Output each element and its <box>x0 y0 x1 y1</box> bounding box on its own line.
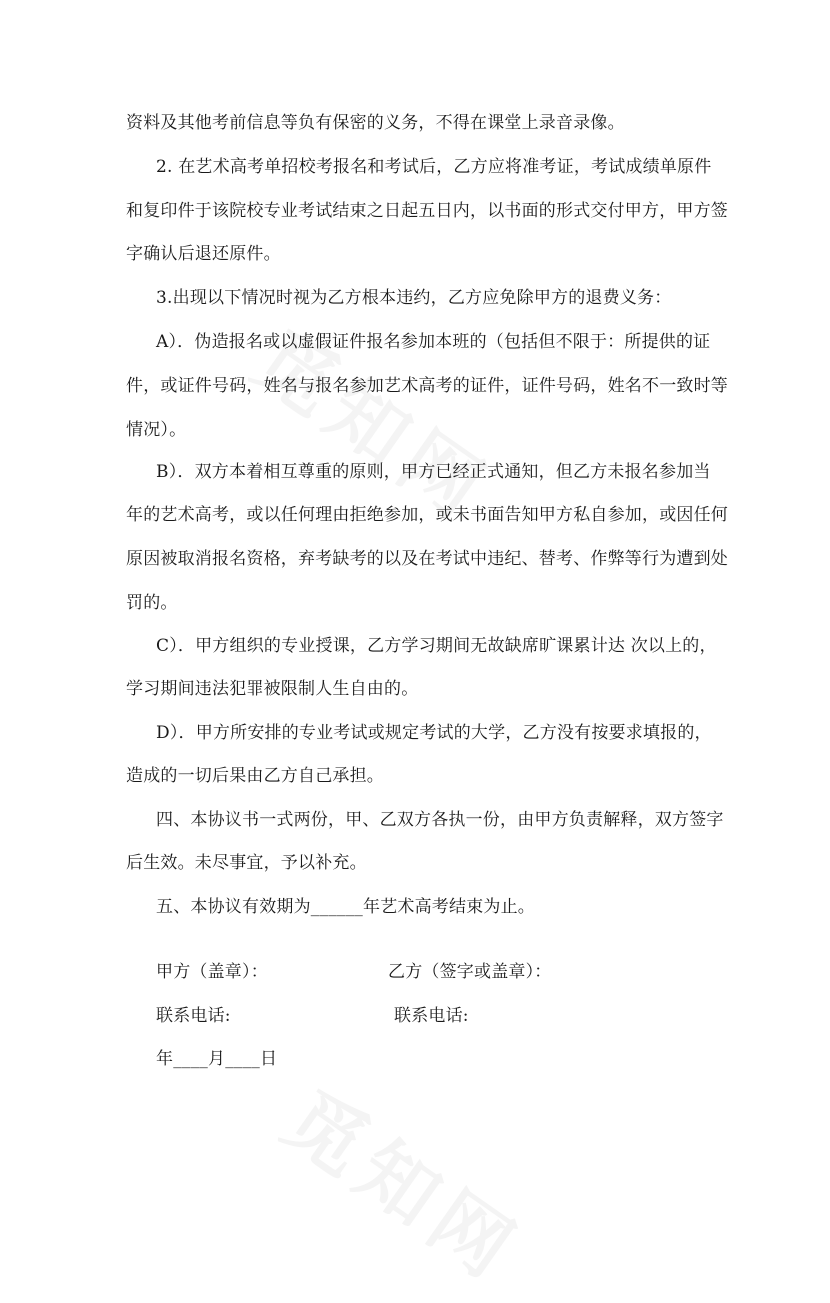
paragraph-line: 件，或证件号码，姓名与报名参加艺术高考的证件，证件号码，姓名不一致时等 <box>126 376 728 396</box>
party-a-seal-label: 甲方（盖章）： <box>156 962 268 982</box>
paragraph-line: 年的艺术高考，或以任何理由拒绝参加，或未书面告知甲方私自参加，或因任何 <box>126 505 728 525</box>
paragraph-line: 学习期间违法犯罪被限制人生自由的。 <box>126 679 419 699</box>
paragraph-line: A）．伪造报名或以虚假证件报名参加本班的（包括但不限于：所提供的证 <box>156 332 711 352</box>
party-b-phone-label: 联系电话: <box>394 1006 469 1026</box>
watermark <box>266 1060 547 1303</box>
paragraph-line: 3.出现以下情况时视为乙方根本违约，乙方应免除甲方的退费义务： <box>156 288 672 308</box>
paragraph-line: B）．双方本着相互尊重的原则，甲方已经正式通知，但乙方未报名参加当 <box>156 462 711 482</box>
paragraph-line: 2. 在艺术高考单招校考报名和考试后，乙方应将准考证，考试成绩单原件 <box>156 157 712 177</box>
paragraph-line: 造成的一切后果由乙方自己承担。 <box>126 766 384 786</box>
paragraph-line: C）．甲方组织的专业授课，乙方学习期间无故缺席旷课累计达 次以上的， <box>156 636 717 656</box>
date-line: 年____月____日 <box>156 1049 278 1069</box>
paragraph-line: 和复印件于该院校专业考试结束之日起五日内，以书面的形式交付甲方，甲方签 <box>126 201 728 221</box>
party-a-phone-label: 联系电话: <box>156 1006 231 1026</box>
paragraph-line: 五、本协议有效期为______年艺术高考结束为止。 <box>156 897 535 917</box>
paragraph-line: 罚的。 <box>126 593 178 613</box>
paragraph-line: 四、本协议书一式两份，甲、乙双方各执一份，由甲方负责解释，双方签字 <box>156 810 724 830</box>
paragraph-line: D）．甲方所安排的专业考试或规定考试的大学，乙方没有按要求填报的， <box>156 723 712 743</box>
paragraph-line: 字确认后退还原件。 <box>126 244 281 264</box>
party-b-seal-label: 乙方（签字或盖章）： <box>388 962 552 982</box>
paragraph-line: 资料及其他考前信息等负有保密的义务，不得在课堂上录音录像。 <box>126 113 625 133</box>
paragraph-line: 原因被取消报名资格，弃考缺考的以及在考试中违纪、替考、作弊等行为遭到处 <box>126 549 728 569</box>
paragraph-line: 后生效。未尽事宜，予以补充。 <box>126 853 367 873</box>
paragraph-line: 情况）。 <box>126 420 187 440</box>
